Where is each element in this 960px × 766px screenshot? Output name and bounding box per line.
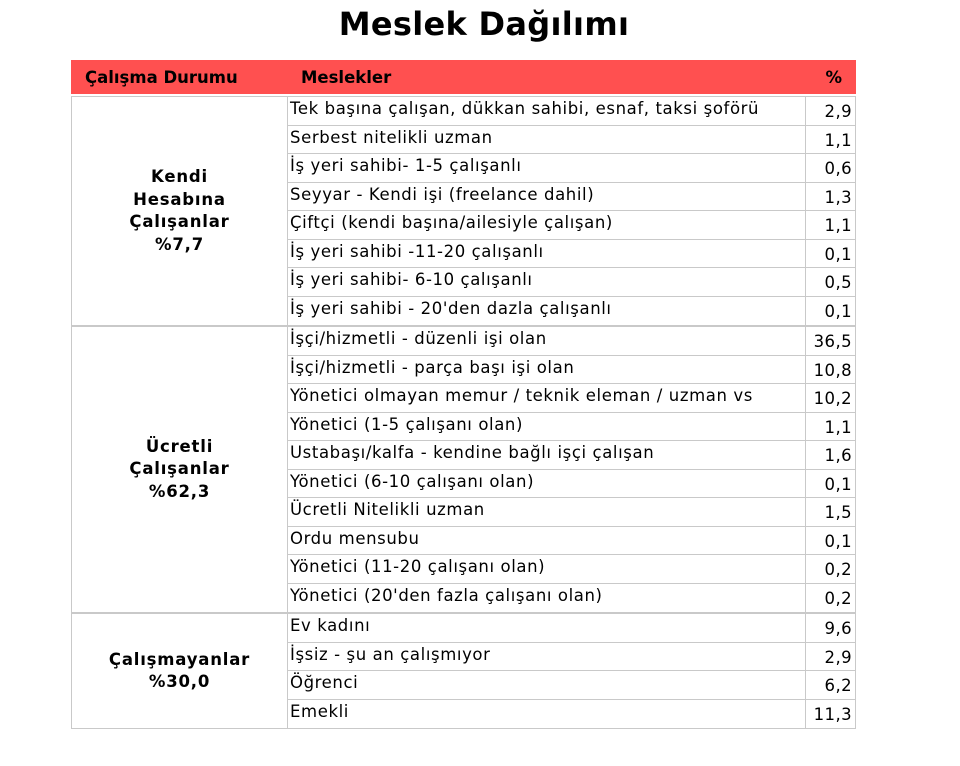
table-row [288,413,855,442]
table-row [288,527,855,556]
occupation-name: Ev kadını [288,614,806,642]
occupation-percent: 0,1 [824,474,852,494]
occupation-name: İş yeri sahibi -11-20 çalışanlı [288,240,806,268]
occupation-percent: 0,2 [824,588,852,608]
header-occupations: Meslekler [301,67,392,87]
occupation-percent: 2,9 [824,102,852,121]
table-row [288,240,855,269]
occupation-name: İş yeri sahibi - 20'den dazla çalışanlı [288,297,806,326]
group-cell [71,96,287,326]
group-cell [71,326,287,613]
table-row [288,183,855,212]
group-label: Ücretli Çalışanlar %62,3 [129,436,230,501]
occupation-name: Yönetici (20'den fazla çalışanı olan) [288,584,806,613]
occupation-name: İş yeri sahibi- 6-10 çalışanlı [288,268,806,296]
table-row [288,154,855,183]
occupation-name: Emekli [288,700,806,729]
table-group [71,326,856,613]
table-row [288,614,855,643]
group-cell [71,613,287,729]
occupation-percent: 0,6 [824,159,852,178]
occupation-name: Yönetici (6-10 çalışanı olan) [288,470,806,498]
occupation-percent: 0,5 [824,273,852,292]
header-status: Çalışma Durumu [85,67,238,87]
occupation-name: İşçi/hizmetli - düzenli işi olan [288,327,806,355]
group-label: Kendi Hesabına Çalışanlar %7,7 [129,167,230,254]
occupation-percent: 1,1 [824,216,852,235]
table-group [71,96,856,326]
occupation-name: Yönetici olmayan memur / teknik eleman / uzman vs [288,384,806,412]
table-row [288,441,855,470]
occupation-name: Çiftçi (kendi başına/ailesiyle çalışan) [288,211,806,239]
table-row [288,643,855,672]
occupation-percent: 1,5 [824,503,852,522]
table-row [288,327,855,356]
occupation-percent: 0,1 [824,244,852,264]
occupation-percent: 36,5 [813,332,852,351]
occupation-name: İşsiz - şu an çalışmıyor [288,643,806,671]
occupation-name: Ustabaşı/kalfa - kendine bağlı işçi çalışan [288,441,806,469]
occupation-percent: 1,1 [824,417,852,437]
occupation-percent: 11,3 [813,704,852,724]
table-row [288,384,855,413]
occupation-name: Tek başına çalışan, dükkan sahibi, esnaf, taksi şoförü [288,97,806,125]
occupation-name: Ücretli Nitelikli uzman [288,498,806,526]
occupation-percent: 1,3 [824,187,852,207]
occupation-percent: 1,1 [824,130,852,150]
table-row [288,97,855,126]
occupation-percent: 0,1 [824,531,852,551]
group-rows [287,96,856,326]
table-row [288,356,855,385]
table-row [288,211,855,240]
occupation-percent: 2,9 [824,647,852,667]
occupation-name: Seyyar - Kendi işi (freelance dahil) [288,183,806,211]
table-row [288,584,855,613]
table-group [71,613,856,729]
table-row [288,498,855,527]
group-label: Çalışmayanlar %30,0 [108,649,251,691]
table-row [288,470,855,499]
table-row [288,126,855,155]
header-percent: % [825,67,842,87]
table-header [71,60,856,94]
occupation-name: İş yeri sahibi- 1-5 çalışanlı [288,154,806,182]
occupation-name: Ordu mensubu [288,527,806,555]
occupation-name: Yönetici (11-20 çalışanı olan) [288,555,806,583]
group-rows [287,326,856,613]
occupation-percent: 0,1 [824,301,852,321]
group-rows [287,613,856,729]
occupation-percent: 1,6 [824,446,852,465]
table-body [71,96,856,729]
occupation-percent: 9,6 [824,619,852,638]
table-row [288,671,855,700]
occupation-table [71,60,856,729]
table-row [288,268,855,297]
occupation-percent: 6,2 [824,676,852,695]
occupation-name: Yönetici (1-5 çalışanı olan) [288,413,806,441]
table-row [288,297,855,326]
table-row [288,555,855,584]
occupation-percent: 0,2 [824,560,852,579]
page-title: Meslek Dağılımı [338,5,630,43]
occupation-name: İşçi/hizmetli - parça başı işi olan [288,356,806,384]
table-row [288,700,855,729]
occupation-percent: 10,8 [813,360,852,380]
occupation-percent: 10,2 [813,389,852,408]
occupation-name: Serbest nitelikli uzman [288,126,806,154]
occupation-name: Öğrenci [288,671,806,699]
